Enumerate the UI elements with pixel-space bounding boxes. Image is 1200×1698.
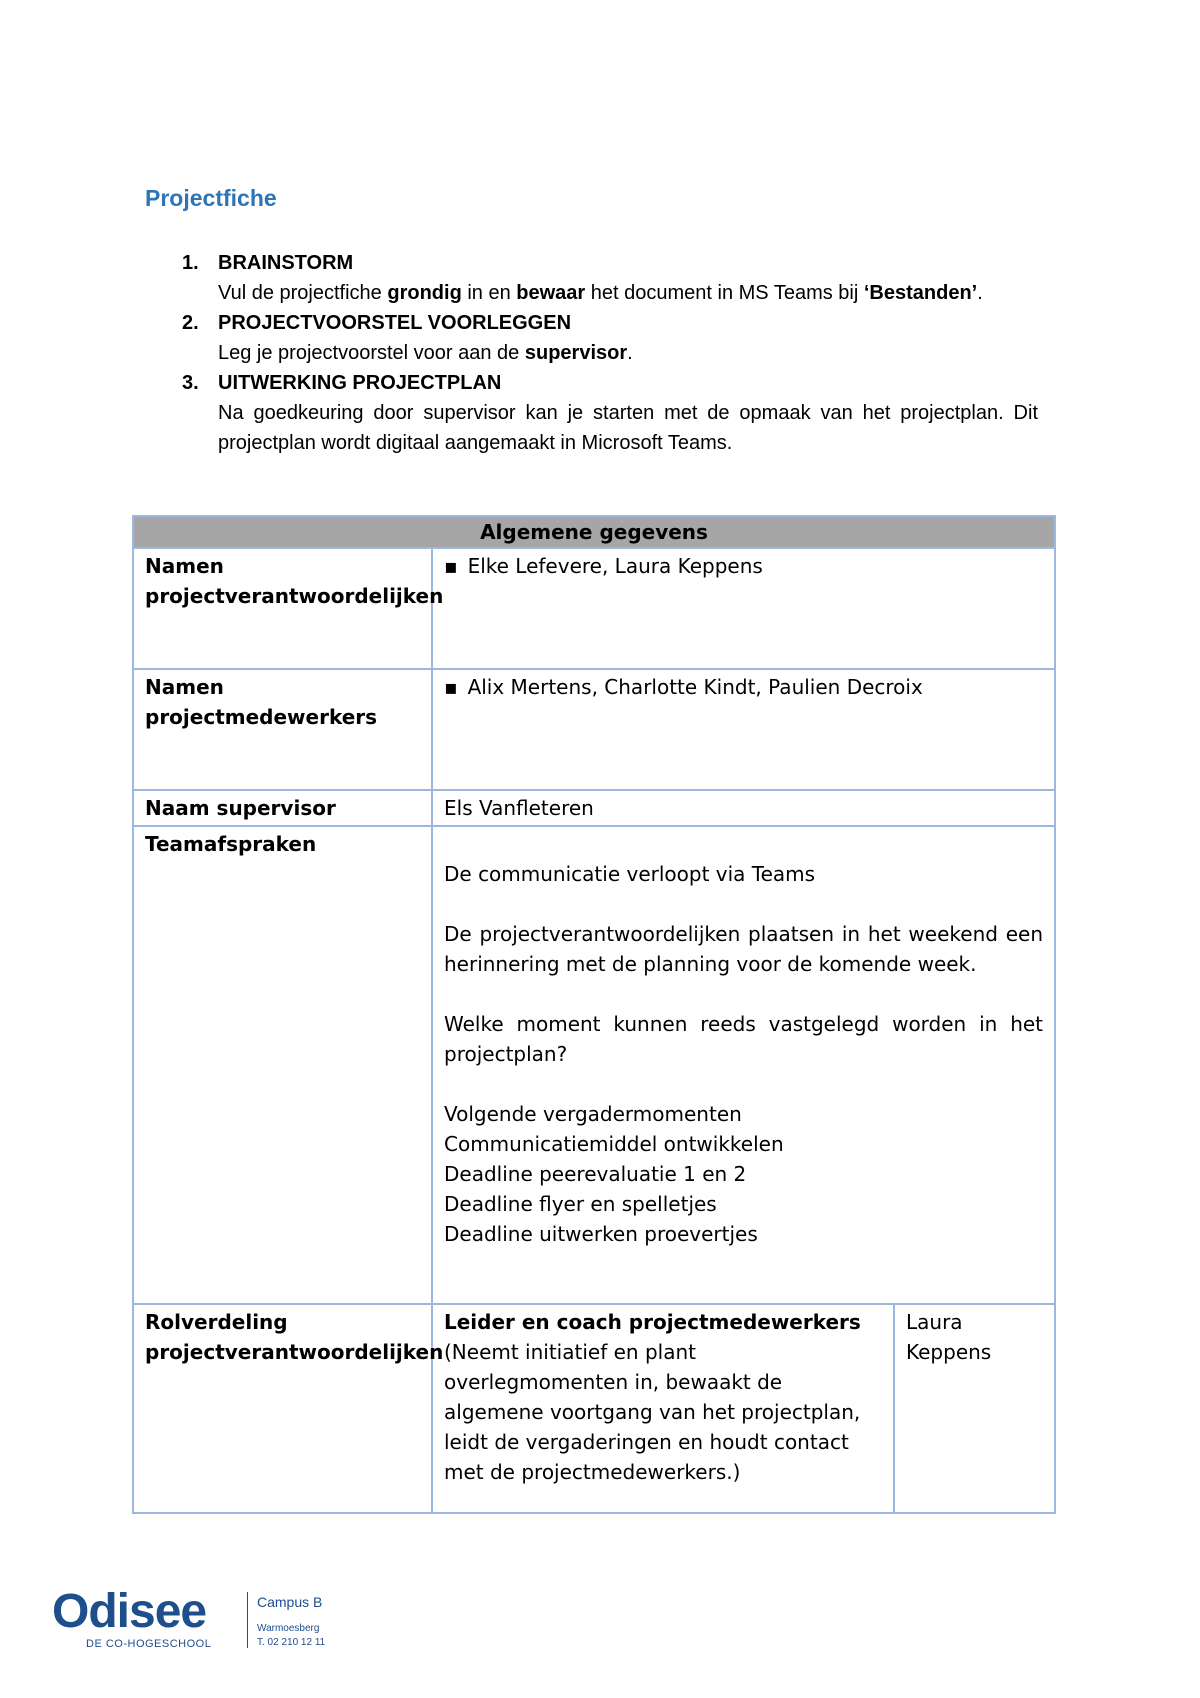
odisee-logo xyxy=(52,1585,326,1650)
row-label: Naam supervisor xyxy=(133,790,432,826)
table-row xyxy=(133,669,1055,790)
step-uitwerking xyxy=(145,368,1038,458)
step-heading: PROJECTVOORSTEL VOORLEGGEN xyxy=(218,312,572,334)
row-value xyxy=(432,826,1055,1304)
table-row xyxy=(133,1304,1055,1513)
bullet-item: ▪ Elke Lefevere, Laura Keppens xyxy=(444,554,763,578)
campus-name: Campus B xyxy=(257,1594,323,1610)
campus-address: Warmoesberg T. 02 210 12 11 xyxy=(257,1623,326,1648)
logo-tagline: DE CO-HOGESCHOOL xyxy=(86,1638,212,1650)
step-number: 3. xyxy=(182,372,199,394)
table-row xyxy=(133,790,1055,826)
table-row xyxy=(133,826,1055,1304)
team-agreement: De communicatie verloopt via Teams xyxy=(444,862,816,886)
page-title: Projectfiche xyxy=(145,185,277,211)
step-number: 2. xyxy=(182,312,199,334)
moment-item: Deadline flyer en spelletjes xyxy=(444,1192,717,1216)
row-label: Rolverdeling projectverantwoordelijken xyxy=(133,1304,432,1513)
bullet-item: ▪ Alix Mertens, Charlotte Kindt, Paulien Decroix xyxy=(444,675,923,699)
step-list xyxy=(145,248,1038,458)
moment-item: Deadline uitwerken proevertjes xyxy=(444,1222,758,1246)
row-value xyxy=(432,669,1055,790)
row-label: Teamafspraken xyxy=(133,826,432,1304)
moment-item: Communicatiemiddel ontwikkelen xyxy=(444,1132,784,1156)
general-info-table xyxy=(132,515,1056,1514)
step-body: Leg je projectvoorstel voor aan de supervisor. xyxy=(218,342,633,364)
moment-item: Deadline peerevaluatie 1 en 2 xyxy=(444,1162,747,1186)
row-label: Namen projectverantwoordelijken xyxy=(133,548,432,669)
logo-divider xyxy=(247,1592,248,1648)
step-number: 1. xyxy=(182,252,199,274)
row-label: Namen projectmedewerkers xyxy=(133,669,432,790)
team-agreement: De projectverantwoordelijken plaatsen in het weekend een herinnering met de planning voor de komende week. xyxy=(444,922,1044,976)
role-description xyxy=(432,1304,894,1513)
step-body: Na goedkeuring door supervisor kan je starten met de opmaak van het projectplan. Dit projectplan wordt digitaal aangemaakt in Microsoft Teams. xyxy=(218,402,1038,454)
moment-item: Volgende vergadermomenten xyxy=(444,1102,742,1126)
step-heading: UITWERKING PROJECTPLAN xyxy=(218,372,502,394)
logo-wordmark: Odisee xyxy=(52,1585,207,1638)
step-heading: BRAINSTORM xyxy=(218,252,354,274)
role-person: Laura Keppens xyxy=(894,1304,1055,1513)
role-text: (Neemt initiatief en plant overlegmomenten in, bewaakt de algemene voortgang van het projectplan, leidt de vergaderingen en houdt contact met de projectmedewerkers.) xyxy=(444,1340,861,1484)
step-body: Vul de projectfiche grondig in en bewaar het document in MS Teams bij ‘Bestanden’. xyxy=(218,282,983,304)
table-row xyxy=(133,548,1055,669)
row-value: Els Vanfleteren xyxy=(432,790,1055,826)
step-projectvoorstel xyxy=(145,308,1038,368)
team-agreement: Welke moment kunnen reeds vastgelegd worden in het projectplan? xyxy=(444,1012,1044,1066)
row-value xyxy=(432,548,1055,669)
table-header: Algemene gegevens xyxy=(133,516,1055,548)
role-title: Leider en coach projectmedewerkers xyxy=(444,1310,861,1334)
step-brainstorm xyxy=(145,248,1038,308)
